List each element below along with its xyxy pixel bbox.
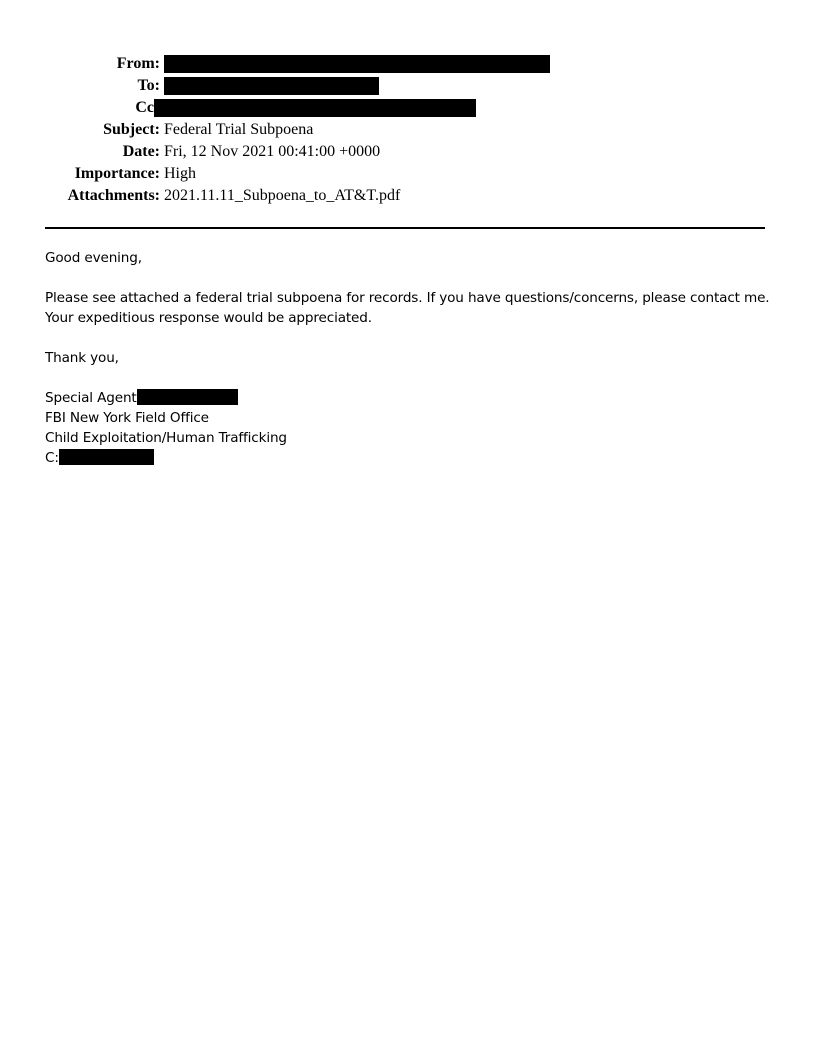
closing: Thank you, [45,350,119,366]
date-label: Date: [122,143,160,160]
attachment-file: 2021.11.11_Subpoena_to_AT&T.pdf [164,187,401,204]
importance-value: High [164,165,196,182]
to-row [0,75,816,97]
phone-redaction [59,449,154,465]
signature-phone-label: C: [45,450,59,466]
importance-row [0,163,816,185]
from-label: From: [116,55,160,72]
to-label: To: [137,77,160,94]
to-redaction [164,77,379,95]
cc-redaction [154,99,476,117]
from-row [0,53,816,75]
date-row [0,141,816,163]
signature-unit: Child Exploitation/Human Trafficking [45,430,287,446]
attachments-label: Attachments: [67,187,160,204]
subject-label: Subject: [103,121,160,138]
from-redaction [164,55,550,73]
attachments-row [0,185,816,207]
signature-title-line [45,388,775,408]
cc-label: Cc [135,99,154,116]
agent-name-redaction [137,389,238,405]
subject-row [0,119,816,141]
subject-value: Federal Trial Subpoena [164,121,314,138]
email-body [45,248,775,468]
header-divider [45,227,765,229]
body-paragraph-line-2: Your expeditious response would be appreciated. [45,310,372,326]
cc-row [0,97,816,119]
date-value: Fri, 12 Nov 2021 00:41:00 +0000 [164,143,381,160]
importance-label: Importance: [74,165,160,182]
email-header [0,53,816,207]
signature-office: FBI New York Field Office [45,410,209,426]
signature-phone-line [45,448,775,468]
greeting: Good evening, [45,250,142,266]
signature-title: Special Agent [45,390,137,406]
body-paragraph-line-1: Please see attached a federal trial subpoena for records. If you have questions/concerns, please contact me. [45,290,770,306]
